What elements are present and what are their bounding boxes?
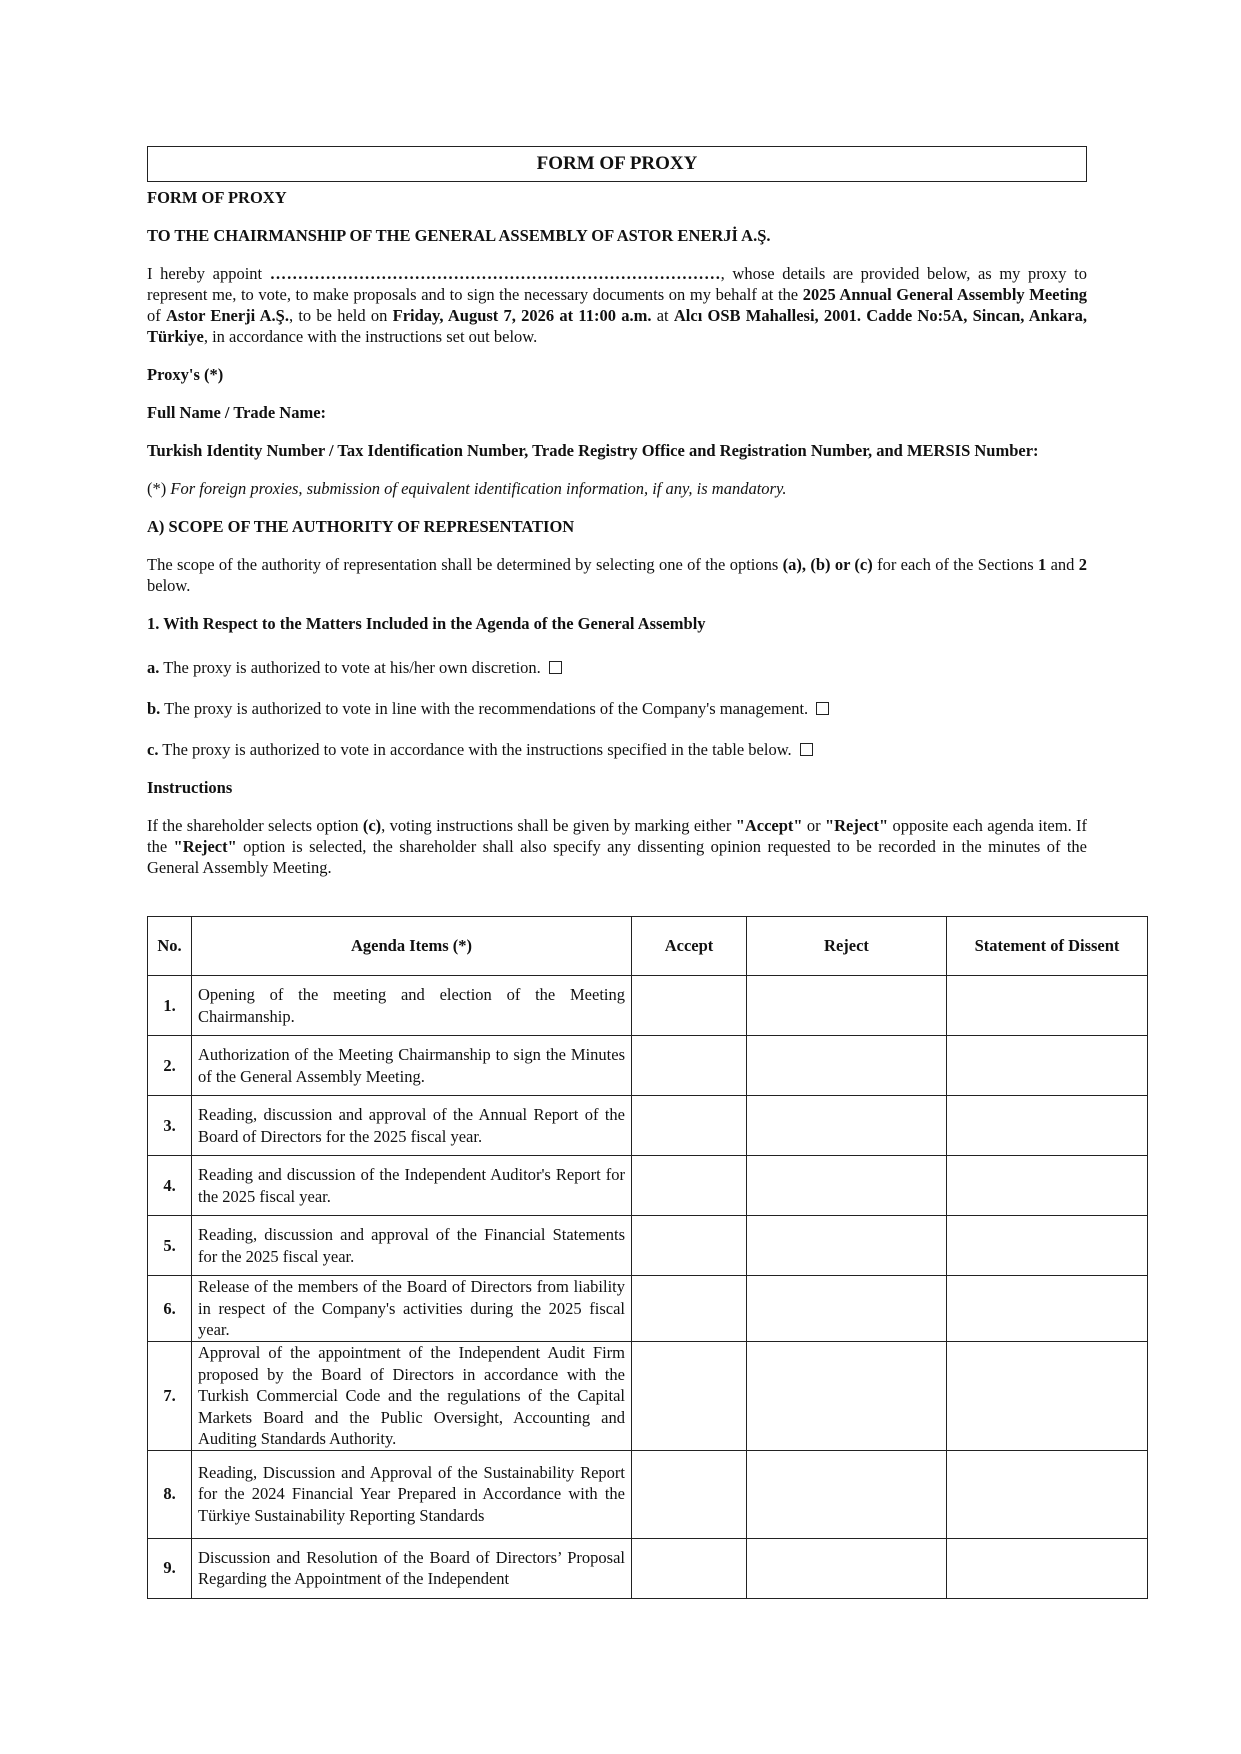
- form-title-box: [147, 146, 1087, 182]
- table-row: [148, 1538, 1148, 1598]
- dissent-cell[interactable]: [947, 1216, 1148, 1276]
- agenda-item: Authorization of the Meeting Chairmanship to sign the Minutes of the General Assembly Meeting.: [192, 1036, 632, 1096]
- dissent-cell[interactable]: [947, 1276, 1148, 1342]
- row-number: 4.: [148, 1156, 192, 1216]
- header-reject: Reject: [747, 917, 947, 976]
- accept-cell[interactable]: [632, 1216, 747, 1276]
- agenda-item: Release of the members of the Board of Directors from liability in respect of the Company's activities during the 2025 fiscal year.: [192, 1276, 632, 1342]
- row-number: 8.: [148, 1450, 192, 1538]
- row-number: 9.: [148, 1538, 192, 1598]
- accept-cell[interactable]: [632, 1538, 747, 1598]
- dissent-cell[interactable]: [947, 1156, 1148, 1216]
- row-number: 3.: [148, 1096, 192, 1156]
- option-b: b. The proxy is authorized to vote in line with the recommendations of the Company's management.: [147, 698, 1087, 719]
- option-a-checkbox[interactable]: [549, 661, 562, 674]
- table-row: [148, 1156, 1148, 1216]
- accept-cell[interactable]: [632, 976, 747, 1036]
- agenda-item: Opening of the meeting and election of the Meeting Chairmanship.: [192, 976, 632, 1036]
- dissent-cell[interactable]: [947, 1036, 1148, 1096]
- option-b-checkbox[interactable]: [816, 702, 829, 715]
- addressee: TO THE CHAIRMANSHIP OF THE GENERAL ASSEMBLY OF ASTOR ENERJİ A.Ş.: [147, 226, 771, 245]
- table-row: [148, 1216, 1148, 1276]
- agenda-table-header: [148, 917, 1148, 976]
- accept-cell[interactable]: [632, 1450, 747, 1538]
- row-number: 2.: [148, 1036, 192, 1096]
- header-no: No.: [148, 917, 192, 976]
- option-a: a. The proxy is authorized to vote at his/her own discretion.: [147, 657, 1087, 678]
- agenda-item: Reading, Discussion and Approval of the Sustainability Report for the 2024 Financial Year Prepared in Accordance with the Türkiye Sustainability Reporting Standards: [192, 1450, 632, 1538]
- agenda-item: Discussion and Resolution of the Board of Directors’ Proposal Regarding the Appointment of the Independent: [192, 1538, 632, 1598]
- proxy-label: Proxy's (*): [147, 365, 224, 384]
- accept-cell[interactable]: [632, 1036, 747, 1096]
- table-row: [148, 1342, 1148, 1451]
- reject-cell[interactable]: [747, 1156, 947, 1216]
- reject-cell[interactable]: [747, 1276, 947, 1342]
- agenda-item: Reading, discussion and approval of the Financial Statements for the 2025 fiscal year.: [192, 1216, 632, 1276]
- row-number: 7.: [148, 1342, 192, 1451]
- instructions-heading: Instructions: [147, 778, 233, 797]
- reject-cell[interactable]: [747, 976, 947, 1036]
- full-name-field-label[interactable]: Full Name / Trade Name:: [147, 403, 327, 422]
- appointment-paragraph: I hereby appoint ………………………………………………………………………, whose details are provided below, as my proxy to represent me, to vote, to make proposals and to sign the necessary documents on my behalf at the 2025 Annual General Assembly Meeting of Astor Enerji A.Ş., to be held on Friday, August 7, 2026 at 11:00 a.m. at Alcı OSB Mahallesi, 2001. Cadde No:5A, Sincan, Ankara, Türkiye, in accordance with the instructions set out below.: [147, 264, 1087, 346]
- reject-cell[interactable]: [747, 1096, 947, 1156]
- option-c-checkbox[interactable]: [800, 743, 813, 756]
- dissent-cell[interactable]: [947, 1342, 1148, 1451]
- header-accept: Accept: [632, 917, 747, 976]
- row-number: 5.: [148, 1216, 192, 1276]
- instructions-paragraph: If the shareholder selects option (c), voting instructions shall be given by marking either "Accept" or "Reject" opposite each agenda item. If the "Reject" option is selected, the shareholder shall also specify any dissenting opinion requested to be recorded in the minutes of the General Assembly Meeting.: [147, 816, 1088, 877]
- table-row: [148, 1096, 1148, 1156]
- header-agenda-items: Agenda Items (*): [192, 917, 632, 976]
- row-number: 1.: [148, 976, 192, 1036]
- identity-field-label[interactable]: Turkish Identity Number / Tax Identification Number, Trade Registry Office and Registration Number, and MERSIS Number:: [147, 441, 1039, 460]
- reject-cell[interactable]: [747, 1036, 947, 1096]
- proxy-name-blank[interactable]: ………………………………………………………………………: [269, 264, 721, 283]
- scope-paragraph: The scope of the authority of representation shall be determined by selecting one of the options (a), (b) or (c) for each of the Sections 1 and 2 below.: [147, 555, 1088, 595]
- reject-cell[interactable]: [747, 1538, 947, 1598]
- header-statement-of-dissent: Statement of Dissent: [947, 917, 1148, 976]
- foreign-proxy-note: (*) For foreign proxies, submission of equivalent identification information, if any, is mandatory.: [147, 479, 787, 498]
- table-row: [148, 1036, 1148, 1096]
- accept-cell[interactable]: [632, 1342, 747, 1451]
- section-1-heading: 1. With Respect to the Matters Included in the Agenda of the General Assembly: [147, 614, 706, 633]
- accept-cell[interactable]: [632, 1276, 747, 1342]
- dissent-cell[interactable]: [947, 1450, 1148, 1538]
- section-a-heading: A) SCOPE OF THE AUTHORITY OF REPRESENTATION: [147, 517, 575, 536]
- reject-cell[interactable]: [747, 1450, 947, 1538]
- dissent-cell[interactable]: [947, 976, 1148, 1036]
- agenda-item: Reading, discussion and approval of the Annual Report of the Board of Directors for the 2025 fiscal year.: [192, 1096, 632, 1156]
- table-row: [148, 1276, 1148, 1342]
- agenda-table: [147, 916, 1148, 1599]
- form-title: FORM OF PROXY: [536, 153, 698, 174]
- table-row: [148, 976, 1148, 1036]
- dissent-cell[interactable]: [947, 1538, 1148, 1598]
- form-heading: FORM OF PROXY: [147, 188, 287, 207]
- reject-cell[interactable]: [747, 1342, 947, 1451]
- accept-cell[interactable]: [632, 1096, 747, 1156]
- accept-cell[interactable]: [632, 1156, 747, 1216]
- table-row: [148, 1450, 1148, 1538]
- document-page: [147, 146, 1087, 878]
- reject-cell[interactable]: [747, 1216, 947, 1276]
- agenda-item: Approval of the appointment of the Independent Audit Firm proposed by the Board of Directors in accordance with the Turkish Commercial Code and the regulations of the Capital Markets Board and the Public Oversight, Accounting and Auditing Standards Authority.: [192, 1342, 632, 1451]
- row-number: 6.: [148, 1276, 192, 1342]
- agenda-item: Reading and discussion of the Independent Auditor's Report for the 2025 fiscal year.: [192, 1156, 632, 1216]
- option-c: c. The proxy is authorized to vote in accordance with the instructions specified in the table below.: [147, 739, 1087, 760]
- dissent-cell[interactable]: [947, 1096, 1148, 1156]
